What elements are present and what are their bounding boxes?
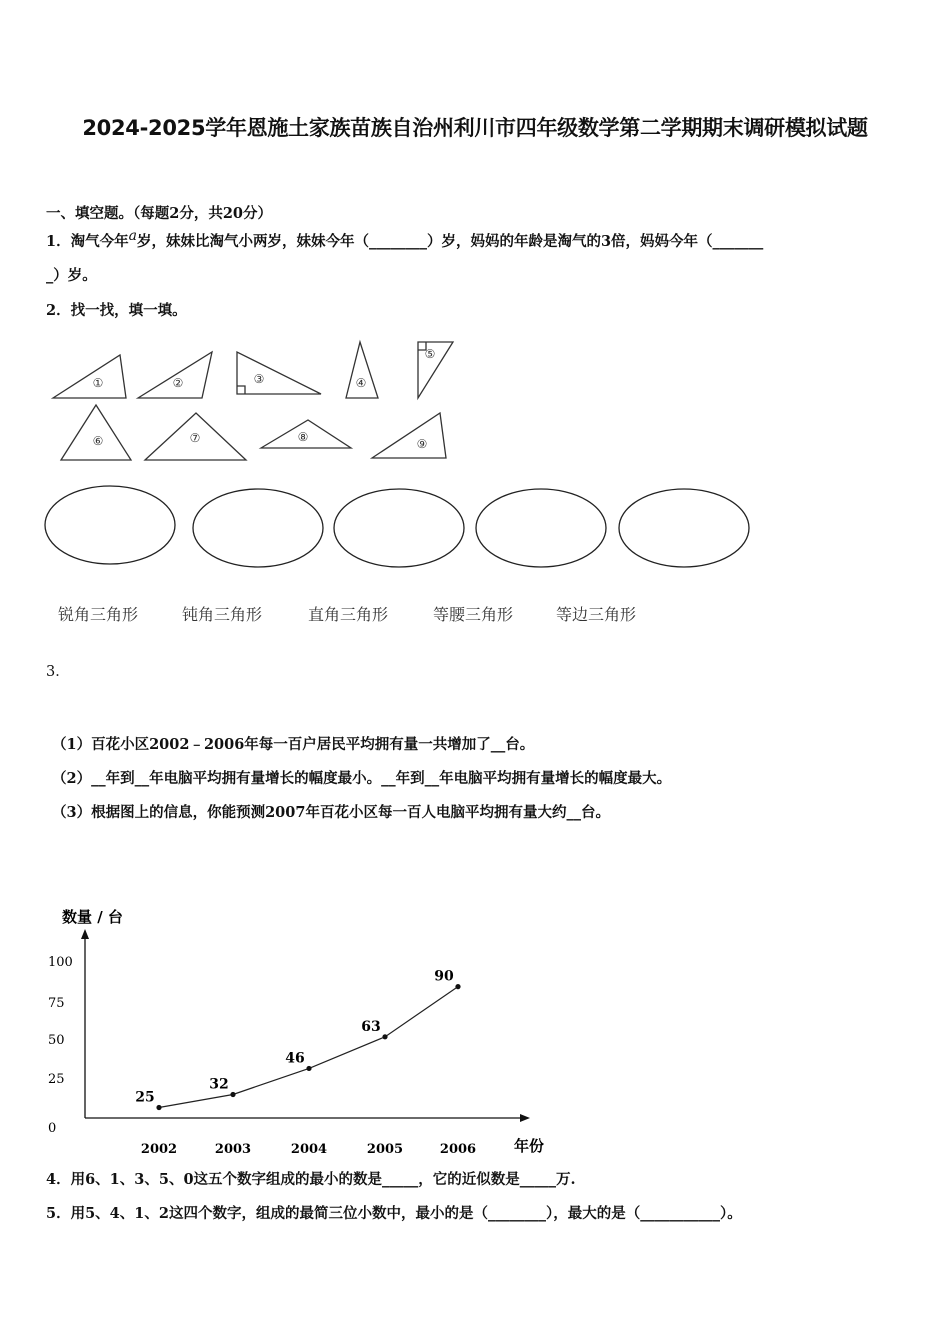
y-tick-label-25: 25 — [48, 1072, 65, 1087]
series-line — [159, 987, 458, 1108]
x-tick-label-2005: 2005 — [366, 1142, 404, 1157]
triangle-label-5: ⑤ — [424, 347, 436, 361]
y-axis-arrow — [81, 929, 89, 939]
y-tick-label-100: 100 — [48, 955, 73, 970]
chart-ylabel: 数量 / 台 — [62, 908, 123, 926]
question-1 — [46, 228, 763, 251]
y-tick-label-50: 50 — [48, 1033, 65, 1048]
data-point-2004 — [306, 1066, 311, 1071]
triangle-2 — [138, 352, 212, 398]
category-right: 直角三角形 — [308, 605, 389, 624]
oval-acute — [45, 486, 175, 564]
triangle-label-3: ③ — [253, 372, 265, 386]
x-axis-arrow — [520, 1114, 530, 1122]
triangle-label-2: ② — [172, 376, 184, 390]
data-point-2003 — [230, 1092, 235, 1097]
triangle-1 — [53, 355, 126, 398]
triangle-6 — [61, 405, 131, 460]
y-tick-label-75: 75 — [48, 996, 65, 1011]
x-tick-label-2006: 2006 — [439, 1142, 477, 1157]
oval-obtuse — [193, 489, 323, 567]
category-obtuse: 钝角三角形 — [182, 605, 263, 624]
data-label-2002: 25 — [135, 1089, 155, 1106]
data-label-2005: 63 — [361, 1018, 381, 1035]
question-2: 2．找一找，填一填。 — [46, 302, 187, 319]
oval-equilateral — [619, 489, 749, 567]
category-equilateral: 等边三角形 — [556, 605, 637, 624]
triangle-9 — [372, 413, 446, 458]
x-tick-label-2003: 2003 — [214, 1142, 252, 1157]
data-point-2002 — [156, 1105, 161, 1110]
oval-right — [334, 489, 464, 567]
category-isosceles: 等腰三角形 — [433, 605, 514, 624]
question-3: 3． — [46, 664, 70, 680]
triangle-label-9: ⑨ — [416, 437, 428, 451]
data-label-2004: 46 — [285, 1050, 305, 1067]
triangle-3 — [237, 352, 321, 394]
section-heading: 一、填空题。（每题2分，共20分） — [46, 205, 273, 222]
chart-xlabel: 年份 — [514, 1137, 545, 1155]
page-title: 2024-2025学年恩施土家族苗族自治州利川市四年级数学第二学期期末调研模拟试题 — [82, 116, 868, 140]
q3-sub3: （3）根据图上的信息，你能预测2007年百花小区每一百人电脑平均拥有量大约__台。 — [52, 804, 610, 821]
q3-sub2: （2）__年到__年电脑平均拥有量增长的幅度最小。__年到__年电脑平均拥有量增长的幅度最大。 — [52, 770, 672, 787]
triangle-label-6: ⑥ — [92, 434, 104, 448]
y-tick-label-0: 0 — [48, 1121, 57, 1136]
triangle-label-4: ④ — [355, 376, 367, 390]
question-5: 5．用5、4、1、2这四个数字，组成的最简三位小数中，最小的是（________），最大的是（___________）。 — [46, 1205, 742, 1222]
triangle-label-8: ⑧ — [297, 430, 309, 444]
triangle-label-1: ① — [92, 376, 104, 390]
data-point-2005 — [382, 1034, 387, 1039]
data-point-2006 — [455, 984, 460, 989]
line-chart — [0, 895, 950, 1170]
category-labels — [0, 602, 950, 626]
q1-part1: 1．淘气今年 — [46, 232, 129, 250]
triangles-figure — [0, 330, 950, 570]
question-4: 4．用6、1、3、5、0这五个数字组成的最小的数是_____，它的近似数是_____万. — [46, 1171, 576, 1188]
category-acute: 锐角三角形 — [58, 605, 139, 624]
data-label-2003: 32 — [209, 1076, 229, 1093]
oval-isosceles — [476, 489, 606, 567]
triangle-label-7: ⑦ — [189, 431, 201, 445]
data-label-2006: 90 — [434, 968, 454, 985]
x-tick-label-2002: 2002 — [140, 1142, 178, 1157]
q1-part2: 岁，妹妹比淘气小两岁，妹妹今年（________）岁，妈妈的年龄是淘气的3倍，妈妈今年（_______ — [136, 232, 764, 250]
x-tick-label-2004: 2004 — [290, 1142, 328, 1157]
q3-sub1: （1）百花小区2002﹣2006年每一百户居民平均拥有量一共增加了__台。 — [52, 736, 535, 753]
q1-variable: a — [128, 228, 137, 244]
question-1-line2: _）岁。 — [46, 267, 97, 284]
